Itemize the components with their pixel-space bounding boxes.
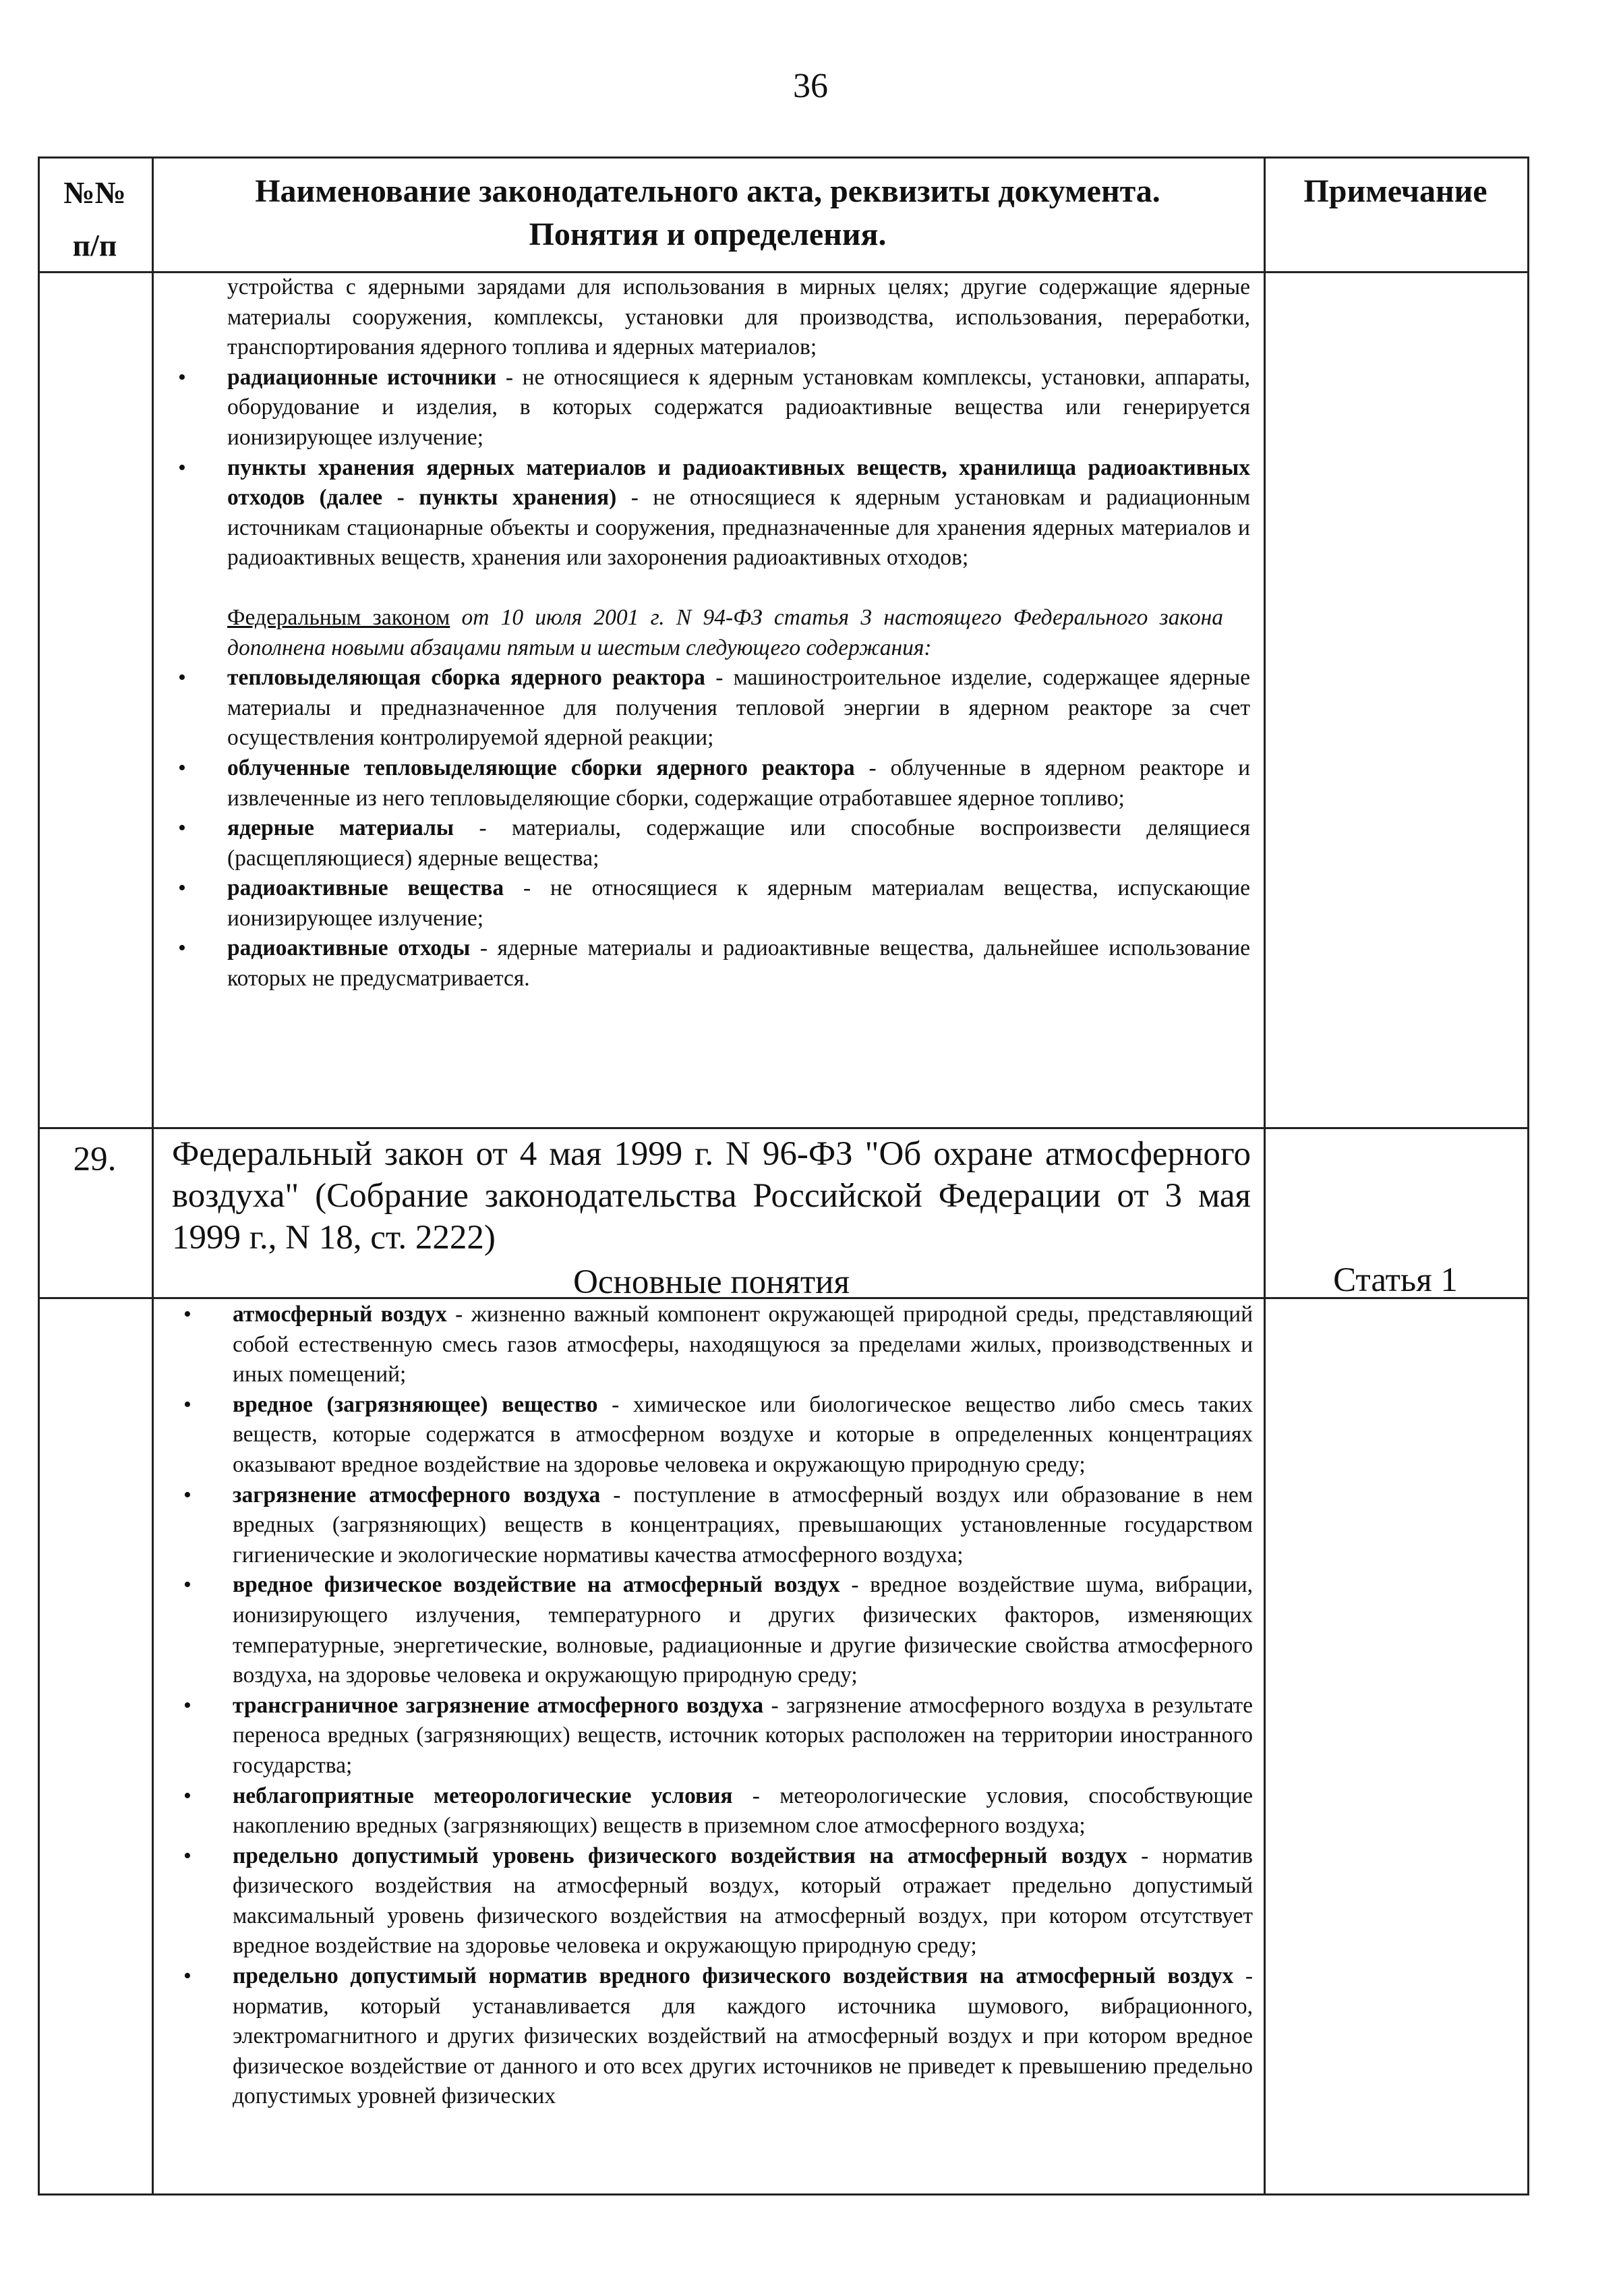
row29-note: Статья 1 — [1333, 1261, 1458, 1299]
amendment-text: от 10 июля 2001 г. N 94-ФЗ статья 3 настоящего Федерального закона дополнена новыми абзацами пятым и шестым следующего содержания: — [227, 604, 1224, 660]
term-separator: - — [446, 1302, 471, 1327]
term: загрязнение атмосферного воздуха — [233, 1482, 601, 1508]
list-item — [183, 1300, 1253, 1390]
row29-subtitle: Основные понятия — [573, 1263, 850, 1301]
definition: облученные в ядерном реакторе и извлеченные из него тепловыделяющие сборки, содержащие отработавшее ядерное топливо; — [227, 755, 1250, 811]
definition: не относящиеся к ядерным материалам вещества, испускающие ионизирующее излучение; — [227, 876, 1250, 931]
definition: не относящиеся к ядерным установкам комплексы, установки, аппараты, оборудование и изделия, в которых содержатся радиоактивные вещества или генерируется ионизирующее излучение; — [227, 364, 1250, 450]
term-separator: - — [600, 1482, 634, 1508]
definition: норматив физического воздействия на атмосферный воздух, который отражает предельно допустимый максимальный уровень физического воздействия на атмосферный воздух, при котором отсутствует вредное воздействие на здоровье человека и окружающую природную среду; — [233, 1843, 1253, 1959]
definition: поступление в атмосферный воздух или образование в нем вредных (загрязняющих) веществ в концентрациях, превышающих установленные государством гигиенические и экологические нормативы качества атмосферного воздуха; — [233, 1482, 1254, 1568]
list-item — [183, 1961, 1253, 2112]
block1-content — [178, 272, 1250, 994]
term-separator: - — [854, 755, 891, 780]
amendment-link[interactable]: Федеральным законом — [227, 604, 450, 630]
list-item — [183, 1841, 1253, 1961]
row29-title-cell — [172, 1133, 1251, 1303]
list-item — [178, 934, 1250, 994]
block2-content — [183, 1300, 1253, 2112]
term: вредное физическое воздействие на атмосферный воздух — [233, 1572, 840, 1598]
term: предельно допустимый норматив вредного физического воздействия на атмосферный воздух — [233, 1963, 1234, 1989]
term: атмосферный воздух — [233, 1302, 447, 1327]
term: радиационные источники — [227, 364, 497, 390]
term: облученные тепловыделяющие сборки ядерного реактора — [227, 755, 855, 780]
term-separator: - — [454, 815, 512, 841]
term-separator: - — [763, 1692, 787, 1718]
row29-title: Федеральный закон от 4 мая 1999 г. N 96-ФЗ "Об охране атмосферного воздуха" (Собрание законодательства Российской Федерации от 3 мая 1999 г., N 18, ст. 2222) — [172, 1135, 1251, 1257]
definition: вредное воздействие шума, вибрации, ионизирующего излучения, температурного и других физических факторов, изменяющих температурные, энергетические, волновые, радиационные и другие физические свойства атмосферного воздуха, на здоровье человека и окружающую природную среду; — [233, 1572, 1254, 1688]
row29-top-border — [38, 1127, 1529, 1129]
list-item — [183, 1390, 1253, 1481]
definition: химическое или биологическое вещество либо смесь таких веществ, которые содержатся в атмосферном воздухе и которые в определенных концентрациях оказывают вредное воздействие на здоровье человека и окружающую природную среду; — [233, 1391, 1253, 1477]
term: тепловыделяющая сборка ядерного реактора — [227, 665, 705, 691]
term: ядерные материалы — [227, 815, 454, 841]
header-num-text: №№ п/п — [63, 175, 126, 262]
term: радиоактивные отходы — [227, 936, 471, 961]
term-separator: - — [504, 876, 550, 901]
list-item — [178, 873, 1250, 934]
header-title-line1: Наименование законодательного акта, реквизиты документа. — [255, 173, 1160, 209]
term: неблагоприятные метеорологические условия — [233, 1783, 733, 1808]
term: трансграничное загрязнение атмосферного воздуха — [233, 1692, 764, 1718]
list-item — [178, 453, 1250, 573]
row29-num: 29. — [73, 1141, 117, 1178]
list-item — [183, 1481, 1253, 1571]
term-separator: - — [732, 1783, 780, 1808]
col-border-right — [1527, 156, 1529, 2195]
definition: ядерные материалы и радиоактивные вещества, дальнейшее использование которых не предусматривается. — [227, 936, 1251, 992]
list-item — [178, 363, 1250, 453]
term-separator: - — [1127, 1843, 1162, 1868]
term-separator: - — [597, 1391, 633, 1417]
header-note: Примечание — [1303, 173, 1487, 209]
list-item — [183, 1570, 1253, 1690]
list-item — [178, 753, 1250, 813]
term-separator: - — [496, 364, 523, 390]
term-separator: - — [839, 1572, 871, 1598]
list-item — [183, 1781, 1253, 1841]
page-number: 36 — [793, 67, 828, 105]
block1-continuation: устройства с ядерными зарядами для использования в мирных целях; другие содержащие ядерные материалы сооружения, комплексы, установки для производства, использования, переработки, транспортирования ядерного топлива и ядерных материалов; — [227, 275, 1250, 360]
definition: материалы, содержащие или способные воспроизвести делящиеся (расщепляющиеся) ядерные вещества; — [227, 815, 1251, 871]
definition: жизненно важный компонент окружающей природной среды, представляющий собой естественную смесь газов атмосферы, находящуюся за пределами жилых, производственных и иных помещений; — [233, 1302, 1254, 1387]
header-title — [152, 170, 1264, 256]
header-title-line2: Понятия и определения. — [529, 217, 887, 252]
table-bottom-border — [38, 2193, 1529, 2195]
term: радиоактивные вещества — [227, 876, 504, 901]
term-separator: - — [470, 936, 498, 961]
term: предельно допустимый уровень физического воздействия на атмосферный воздух — [233, 1843, 1127, 1868]
definition: машиностроительное изделие, содержащее ядерные материалы и предназначенное для получения тепловой энергии в ядерном реакторе за счет осуществления контролируемой ядерной реакции; — [227, 665, 1250, 751]
term: пункты хранения ядерных материалов и радиоактивных веществ, хранилища радиоактивных отходов (далее - пункты хранения) — [227, 455, 1250, 511]
col-border-num — [152, 156, 154, 2195]
definition: метеорологические условия, способствующие накоплению вредных (загрязняющих) веществ в приземном слое атмосферного воздуха; — [233, 1783, 1253, 1839]
table-top-border — [38, 156, 1529, 159]
term-separator: - — [616, 485, 653, 511]
header-num — [38, 167, 152, 272]
list-item — [183, 1691, 1253, 1781]
amendment-note — [178, 603, 1250, 663]
term: вредное (загрязняющее) вещество — [233, 1391, 598, 1417]
list-item — [178, 663, 1250, 753]
definition: норматив, который устанавливается для каждого источника шумового, вибрационного, электромагнитного и других физических воздействий на атмосферный воздух и при котором вредное физическое воздействие от данного и ото всех других источников не приведет к превышению предельно допустимых уровней физических — [233, 1993, 1253, 2109]
definition: загрязнение атмосферного воздуха в результате переноса вредных (загрязняющих) веществ, источник которых расположен на территории иностранного государства; — [233, 1692, 1254, 1778]
legislation-table — [38, 156, 1529, 2195]
term-separator: - — [1233, 1963, 1253, 1989]
term-separator: - — [705, 665, 734, 691]
col-border-note — [1264, 156, 1266, 2195]
list-item — [178, 813, 1250, 873]
definition: не относящиеся к ядерным установкам и радиационным источникам стационарные объекты и сооружения, предназначенные для хранения ядерных материалов и радиоактивных веществ, хранения или захоронения радиоактивных отходов; — [227, 485, 1251, 571]
